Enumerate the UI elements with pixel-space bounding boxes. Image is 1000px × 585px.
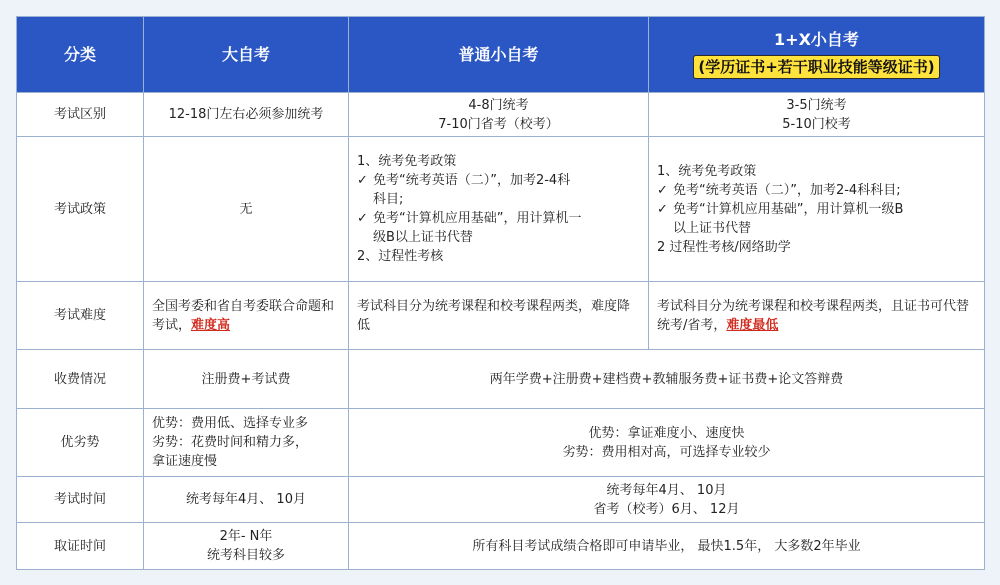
row-exam-time xyxy=(17,477,985,523)
cell-line: 1、统考免考政策 xyxy=(357,154,457,169)
row-label: 考试时间 xyxy=(17,477,144,523)
header-da-zikao: 大自考 xyxy=(144,17,349,93)
difficulty-high-label: 难度高 xyxy=(191,317,231,333)
cell-text xyxy=(144,409,349,477)
cell-line xyxy=(357,209,640,228)
cell-line: 劣势：费用相对高，可选择专业较少 xyxy=(562,444,771,460)
header-1x-highlight: (学历证书+若干职业技能等级证书) xyxy=(693,55,939,79)
cell-text: 注册费+考试费 xyxy=(144,350,349,409)
row-label: 优劣势 xyxy=(17,409,144,477)
cell-line-text: 免考“统考英语（二）”，加考2-4科 xyxy=(373,173,571,188)
cell-line: 级B以上证书代替 xyxy=(373,230,473,245)
cell-line-text: 免考“计算机应用基础”，用计算机一 xyxy=(373,211,582,226)
cell-line: 2年- N年 xyxy=(219,529,273,544)
cell-line: 优势：费用低、选择专业多 xyxy=(152,416,309,431)
header-1x-title: 1+X小自考 xyxy=(774,30,859,49)
cell-text xyxy=(649,282,985,350)
cell-text-merged xyxy=(349,477,985,523)
header-row xyxy=(17,17,985,93)
cell-line: 优势：拿证难度小、速度快 xyxy=(588,425,745,441)
row-label: 考试难度 xyxy=(17,282,144,350)
cell-line: 4-8门统考 xyxy=(468,97,529,113)
cell-text xyxy=(144,523,349,570)
cell-text-plain: 全国考委和省自考委联合命题和考试， xyxy=(152,298,335,333)
cell-line xyxy=(357,171,640,190)
comparison-table xyxy=(16,16,985,570)
cell-text xyxy=(649,93,985,137)
cell-line xyxy=(657,200,976,219)
header-putong-xiao-zikao: 普通小自考 xyxy=(349,17,649,93)
cell-text: 统考每年4月、 10月 xyxy=(144,477,349,523)
difficulty-lowest-label: 难度最低 xyxy=(726,317,779,333)
check-icon: ✓ xyxy=(657,182,668,198)
cell-line: 以上证书代替 xyxy=(673,220,752,236)
cell-line: 统考科目较多 xyxy=(206,548,285,563)
cell-line: 省考（校考）6月、 12月 xyxy=(593,501,740,517)
cell-text: 无 xyxy=(144,137,349,282)
cell-text-merged xyxy=(349,409,985,477)
cell-line: 1、统考免考政策 xyxy=(657,163,757,179)
cell-policy-1x xyxy=(649,137,985,282)
row-label: 取证时间 xyxy=(17,523,144,570)
cell-text xyxy=(144,282,349,350)
row-exam-policy xyxy=(17,137,985,282)
cell-line: 2、过程性考核 xyxy=(357,249,444,264)
cell-line: 拿证速度慢 xyxy=(152,454,218,469)
cell-line: 7-10门省考（校考） xyxy=(438,116,559,132)
cell-line: 统考每年4月、 10月 xyxy=(606,482,727,498)
cell-text-merged: 所有科目考试成绩合格即可申请毕业， 最快1.5年， 大多数2年毕业 xyxy=(349,523,985,570)
cell-line: 3-5门统考 xyxy=(786,97,847,113)
cell-text xyxy=(349,93,649,137)
cell-line: 科目; xyxy=(373,192,404,207)
row-label: 收费情况 xyxy=(17,350,144,409)
row-exam-difference xyxy=(17,93,985,137)
cell-text-plain: 考试科目分为统考课程和校考课程两类，且证书可代替统考/省考， xyxy=(657,298,970,333)
row-pros-cons xyxy=(17,409,985,477)
comparison-table-container xyxy=(16,16,984,569)
cell-line: 2 过程性考核/网络助学 xyxy=(657,239,791,255)
check-icon: ✓ xyxy=(357,173,368,188)
cell-text: 考试科目分为统考课程和校考课程两类，难度降低 xyxy=(349,282,649,350)
cell-policy-putong xyxy=(349,137,649,282)
cell-line: 劣势：花费时间和精力多， xyxy=(152,435,309,450)
check-icon: ✓ xyxy=(357,211,368,226)
check-icon: ✓ xyxy=(657,201,668,217)
cell-line-text: 免考“统考英语（二）”，加考2-4科科目; xyxy=(673,182,901,198)
header-1x-xiao-zikao xyxy=(649,17,985,93)
row-fees xyxy=(17,350,985,409)
header-category: 分类 xyxy=(17,17,144,93)
cell-line-text: 免考“计算机应用基础”，用计算机一级B xyxy=(673,201,904,217)
cell-line xyxy=(657,181,976,200)
cell-text-merged: 两年学费+注册费+建档费+教辅服务费+证书费+论文答辩费 xyxy=(349,350,985,409)
cell-text: 12-18门左右必须参加统考 xyxy=(144,93,349,137)
row-cert-time xyxy=(17,523,985,570)
row-exam-difficulty xyxy=(17,282,985,350)
row-label: 考试区别 xyxy=(17,93,144,137)
cell-line: 5-10门校考 xyxy=(782,116,851,132)
row-label: 考试政策 xyxy=(17,137,144,282)
